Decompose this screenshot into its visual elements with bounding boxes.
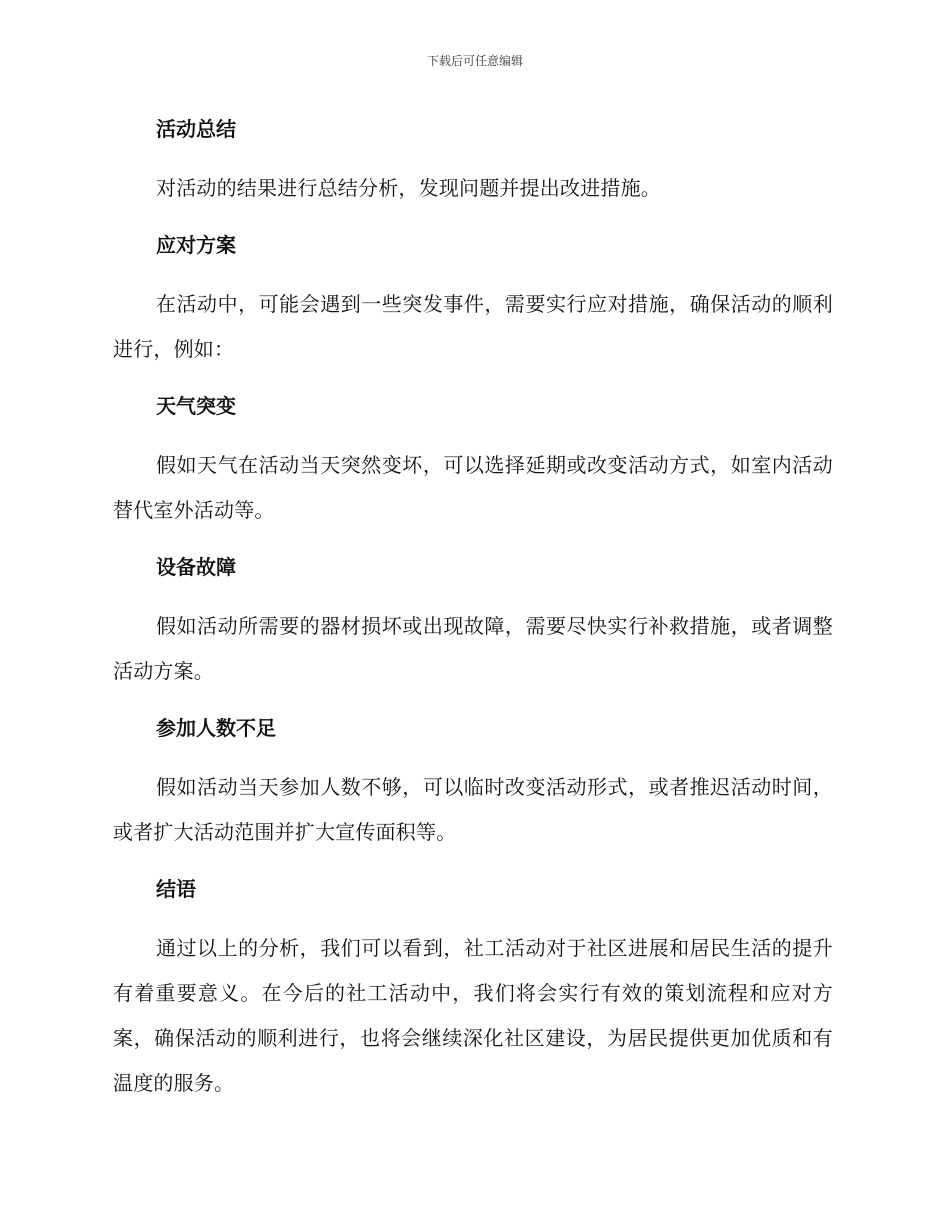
section-paragraph: 假如天气在活动当天突然变坏，可以选择延期或改变活动方式，如室内活动替代室外活动等。 (113, 453, 833, 522)
section-heading: 天气突变 (156, 394, 236, 418)
section-paragraph: 通过以上的分析，我们可以看到，社工活动对于社区进展和居民生活的提升有着重要意义。在今后的社工活动中，我们将会实行有效的策划流程和应对方案，确保活动的顺利进行，也将会继续深化社区建设，为居民提供更加优质和有温度的服务。 (113, 936, 833, 1095)
section-heading: 设备故障 (156, 555, 236, 579)
section-heading: 参加人数不足 (156, 716, 276, 740)
section-response-plan (113, 226, 833, 387)
section-paragraph: 对活动的结果进行总结分析，发现问题并提出改进措施。 (156, 176, 661, 200)
section-equipment-failure (113, 548, 833, 709)
section-paragraph: 在活动中，可能会遇到一些突发事件，需要实行应对措施，确保活动的顺利进行，例如： (113, 292, 833, 361)
section-heading: 活动总结 (156, 117, 236, 141)
section-paragraph: 假如活动当天参加人数不够，可以临时改变活动形式，或者推迟活动时间，或者扩大活动范围并扩大宣传面积等。 (113, 775, 833, 844)
header-note: 下载后可任意编辑 (426, 54, 523, 68)
section-heading: 结语 (156, 877, 196, 901)
document-body (113, 110, 833, 1106)
section-heading: 应对方案 (156, 233, 236, 257)
section-conclusion (113, 870, 833, 1106)
section-activity-summary (113, 110, 833, 226)
section-paragraph: 假如活动所需要的器材损坏或出现故障，需要尽快实行补救措施，或者调整活动方案。 (113, 614, 833, 683)
section-weather-change (113, 387, 833, 548)
section-insufficient-attendance (113, 709, 833, 870)
